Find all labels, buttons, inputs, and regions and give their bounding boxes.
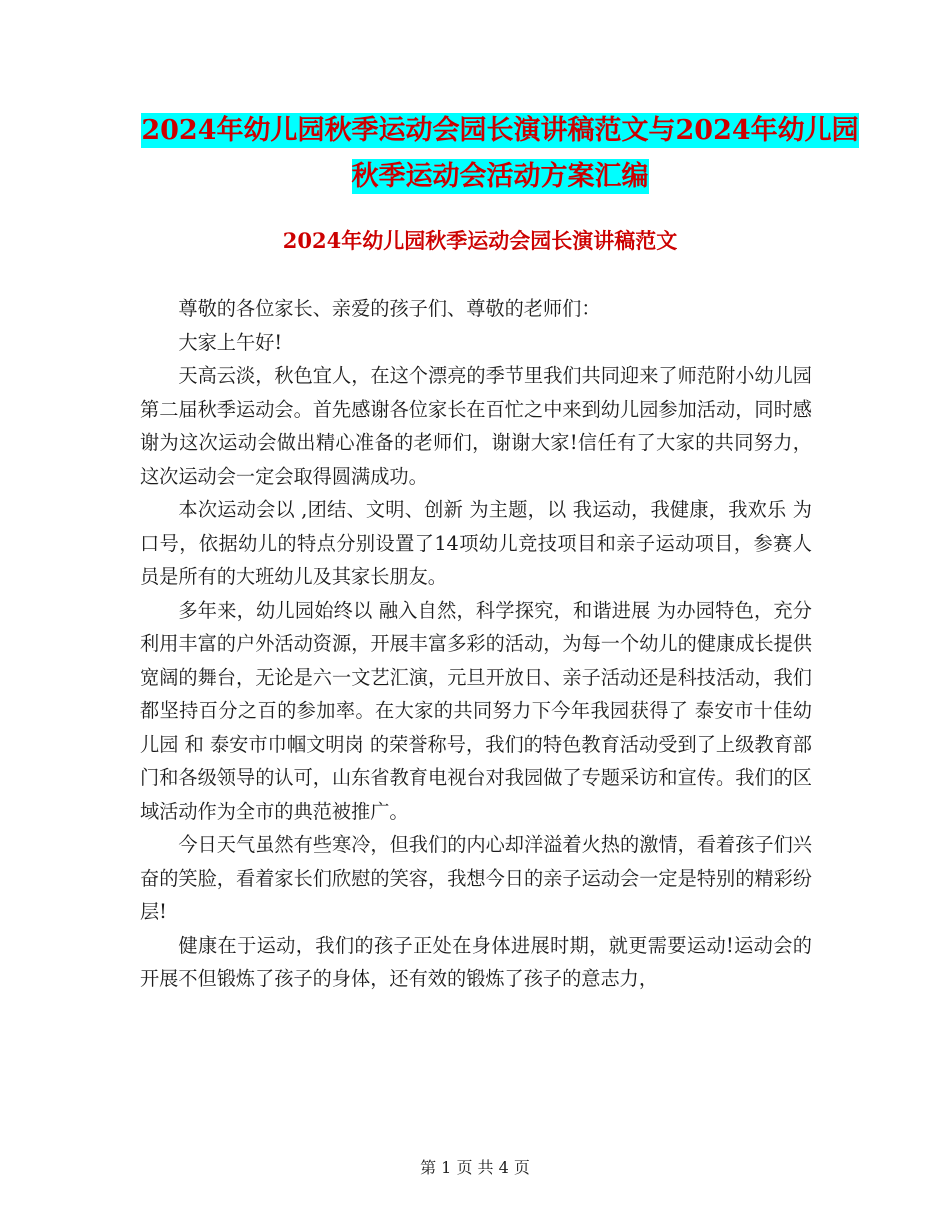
- paragraph-weather: 今日天气虽然有些寒冷，但我们的内心却洋溢着火热的激情，看着孩子们兴奋的笑脸，看着家长们欣慰的笑容，我想今日的亲子运动会一定是特别的精彩纷层!: [140, 833, 812, 923]
- body-text: [140, 292, 812, 996]
- paragraph-health: 健康在于运动，我们的孩子正处在身体进展时期，就更需要运动!运动会的开展不但锻炼了孩子的身体，还有效的锻炼了孩子的意志力，: [140, 933, 812, 990]
- paragraph-greeting: 尊敬的各位家长、亲爱的孩子们、尊敬的老师们：: [178, 297, 601, 320]
- paragraph-hello: 大家上午好!: [178, 330, 283, 354]
- document-title-text: 2024年幼儿园秋季运动会园长演讲稿范文与2024年幼儿园秋季运动会活动方案汇编: [141, 115, 859, 192]
- paragraph-theme: 本次运动会以 ,团结、文明、创新 为主题，以 我运动，我健康，我欢乐 为口号，依据幼儿的特点分别设置了14项幼儿竞技项目和亲子运动项目，参赛人员是所有的大班幼儿及其家长朋友。: [140, 498, 812, 588]
- paragraph-opening: 天高云淡，秋色宜人，在这个漂亮的季节里我们共同迎来了师范附小幼儿园第二届秋季运动会。首先感谢各位家长在百忙之中来到幼儿园参加活动，同时感谢为这次运动会做出精心准备的老师们，谢谢大家!信任有了大家的共同努力，这次运动会一定会取得圆满成功。: [140, 364, 812, 488]
- page-footer: 第 1 页 共 4 页: [420, 1158, 530, 1177]
- paragraph-achievements: 多年来，幼儿园始终以 融入自然，科学探究，和谐进展 为办园特色，充分利用丰富的户外活动资源，开展丰富多彩的活动，为每一个幼儿的健康成长提供宽阔的舞台，无论是六一文艺汇演，元旦开放日、亲子活动还是科技活动，我们都坚持百分之百的参加率。在大家的共同努力下今年我园获得了 泰安市十佳幼儿园 和 泰安市巾帼文明岗 的荣誉称号，我们的特色教育活动受到了上级教育部门和各级领导的认可，山东省教育电视台对我园做了专题采访和宣传。我们的区域活动作为全市的典范被推广。: [140, 598, 812, 823]
- section-title: 2024年幼儿园秋季运动会园长演讲稿范文: [282, 228, 678, 253]
- document-title: [140, 108, 860, 200]
